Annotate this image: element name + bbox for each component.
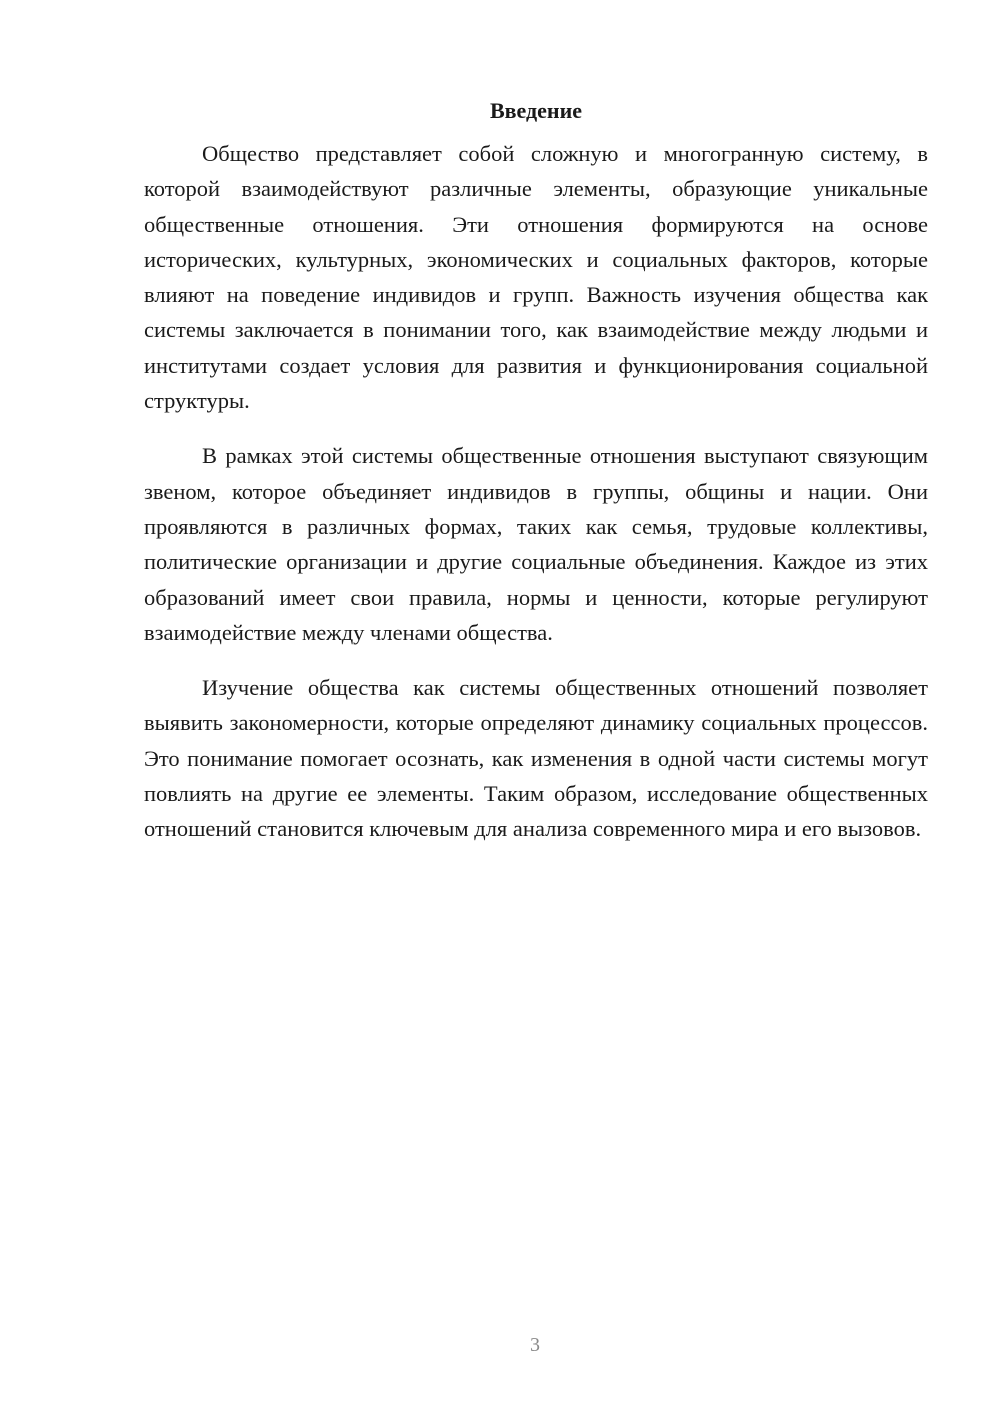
paragraph-2: В рамках этой системы общественные отношения выступают связующим звеном, которое объединяет индивидов в группы, общины и нации. Они проявляются в различных формах, таких как семья, трудовые коллективы, политические организации и другие социальные объединения. Каждое из этих образований имеет свои правила, нормы и ценности, которые регулируют взаимодействие между членами общества.: [144, 443, 928, 645]
paragraph-1: Общество представляет собой сложную и многогранную систему, в которой взаимодействуют различные элементы, образующие уникальные общественные отношения. Эти отношения формируются на основе исторических, культурных, экономических и социальных факторов, которые влияют на поведение индивидов и групп. Важность изучения общества как системы заключается в понимании того, как взаимодействие между людьми и институтами создает условия для развития и функционирования социальной структуры.: [144, 141, 928, 414]
section-heading: Введение: [489, 98, 583, 123]
page-content: [144, 96, 928, 867]
paragraph-3: Изучение общества как системы общественных отношений позволяет выявить закономерности, которые определяют динамику социальных процессов. Это понимание помогает осознать, как изменения в одной части системы могут повлиять на другие ее элементы. Таким образом, исследование общественных отношений становится ключевым для анализа современного мира и его вызовов.: [144, 675, 928, 842]
page-number: 3: [530, 1334, 540, 1356]
